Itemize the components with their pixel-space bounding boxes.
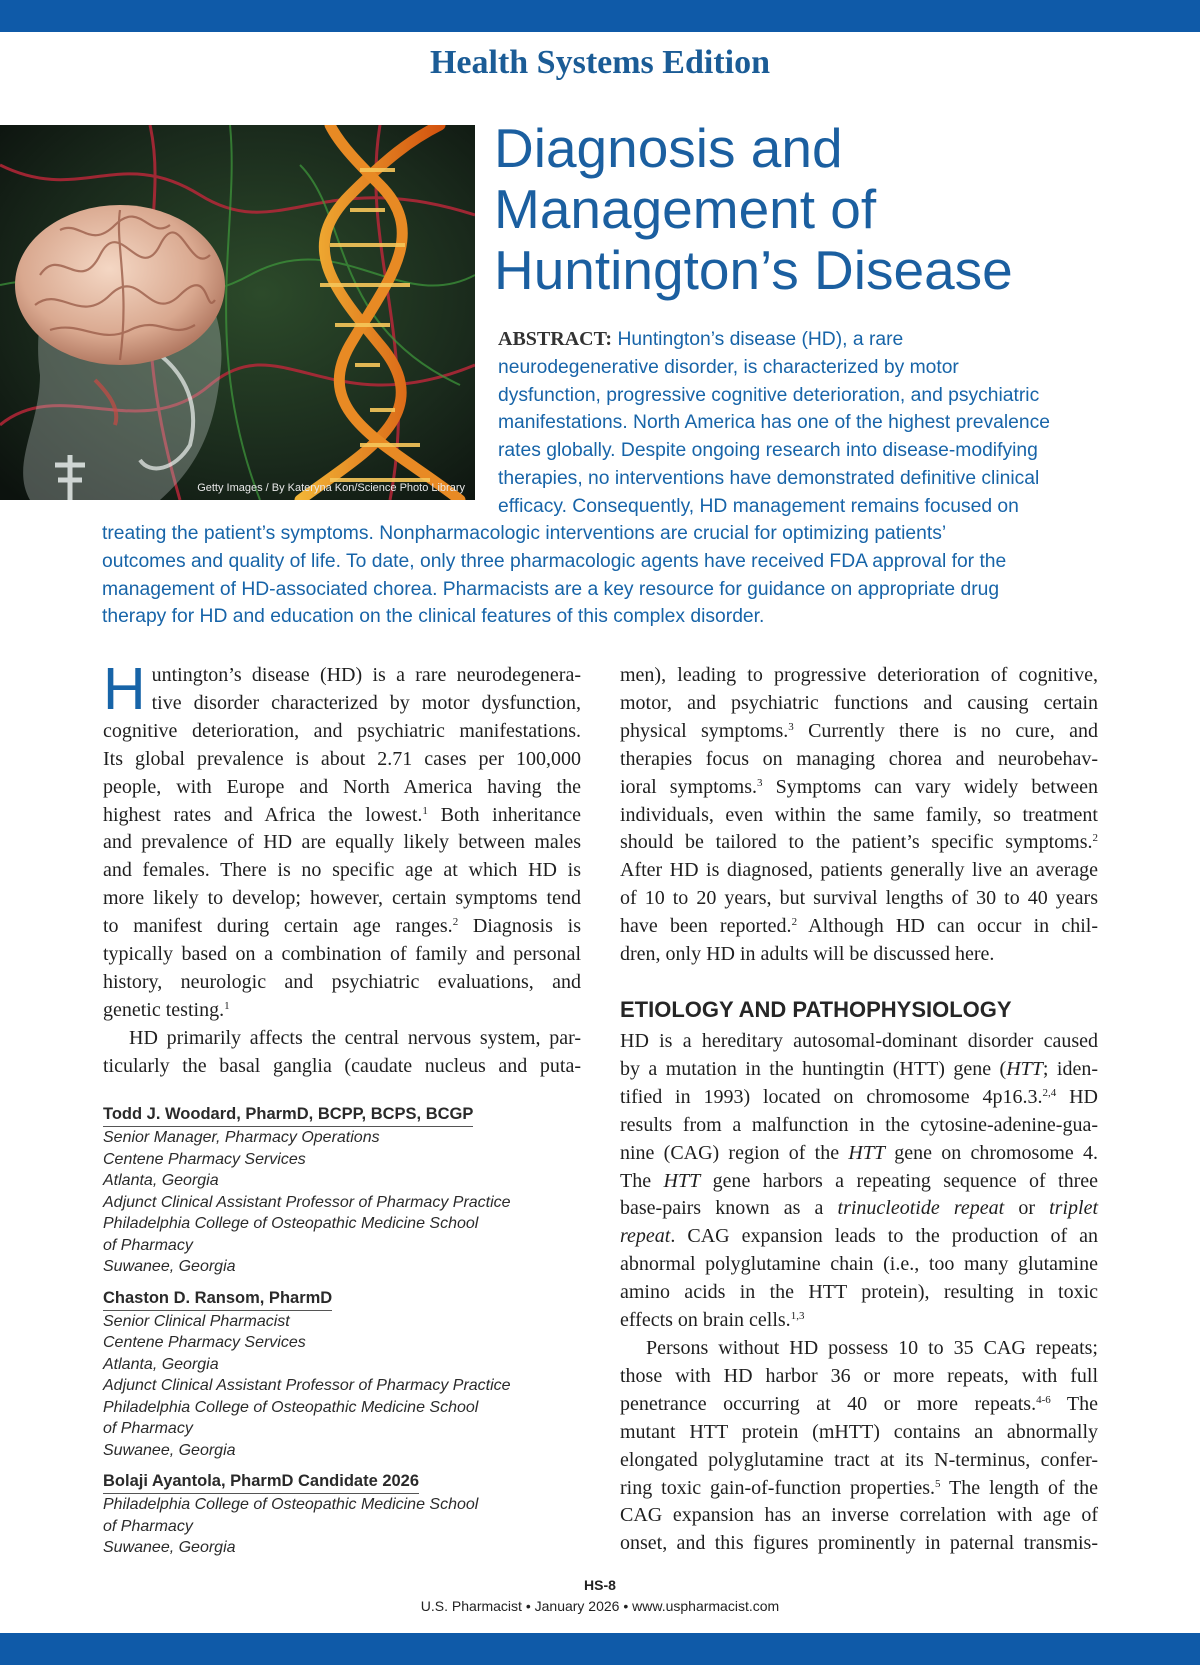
author-affiliation: Adjunct Clinical Assistant Professor of Pharmacy Practice bbox=[103, 1193, 511, 1211]
author-affiliation: Adjunct Clinical Assistant Professor of Pharmacy Practice bbox=[103, 1377, 511, 1394]
title-line: Diagnosis and bbox=[494, 117, 843, 179]
author-affiliation: Centene Pharmacy Services bbox=[103, 1334, 306, 1351]
reference-number: 3 bbox=[788, 720, 794, 733]
author-affiliation: of Pharmacy bbox=[103, 1420, 193, 1437]
brain-dna-illustration bbox=[0, 125, 475, 500]
body-line: of 10 to 20 years, but survival lengths of 30 to 40 years bbox=[620, 887, 1098, 910]
abstract-label: ABSTRACT: bbox=[498, 328, 613, 350]
body-line: tive disorder characterized by motor dysfunction, bbox=[151, 691, 581, 714]
body-line: and females. There is no specific age at which HD is bbox=[103, 859, 581, 882]
author-name: Todd J. Woodard, PharmD, BCPP, BCPS, BCGP bbox=[103, 1104, 473, 1127]
body-line: nine (CAG) region of the HTT gene on chromosome 4. bbox=[620, 1141, 1098, 1164]
author-affiliation: Senior Clinical Pharmacist bbox=[103, 1312, 290, 1330]
body-line: Its global prevalence is about 2.71 cases per 100,000 bbox=[103, 747, 581, 770]
hero-illustration bbox=[0, 125, 475, 500]
body-line: HD is a hereditary autosomal-dominant disorder caused bbox=[620, 1030, 1098, 1052]
body-line: and prevalence of HD are equally likely between males bbox=[103, 831, 581, 854]
author-name: Chaston D. Ransom, PharmD bbox=[103, 1288, 332, 1311]
author-affiliation: Centene Pharmacy Services bbox=[103, 1150, 306, 1168]
body-line: elongated polyglutamine tract at its N-terminus, confer- bbox=[620, 1448, 1098, 1471]
author-entry bbox=[103, 1104, 583, 1278]
article-title bbox=[494, 118, 1184, 301]
body-line: history, neurologic and psychiatric evaluations, and bbox=[103, 970, 581, 993]
body-line: ioral symptoms.$^3$ Symptoms can vary widely between bbox=[620, 775, 1098, 798]
body-line: penetrance occurring at 40 or more repeats.$^{4-6}$ The bbox=[620, 1392, 1098, 1415]
etiology-text bbox=[620, 1028, 1098, 1558]
drop-cap: H bbox=[103, 656, 146, 722]
body-line: onset, and this figures prominently in paternal transmis- bbox=[620, 1532, 1098, 1555]
page-number: HS-8 bbox=[584, 1577, 616, 1593]
body-line: The HTT gene harbors a repeating sequence of three bbox=[620, 1169, 1099, 1192]
body-line: untington’s disease (HD) is a rare neurodegenera- bbox=[151, 664, 581, 686]
body-line: results from a malfunction in the cytosine-adenine-gua- bbox=[620, 1113, 1098, 1136]
reference-number: 2,4 bbox=[1042, 1086, 1057, 1099]
body-line: amino acids in the HTT protein), resulting in toxic bbox=[620, 1281, 1098, 1304]
abstract-line: therapy for HD and education on the clinical features of this complex disorder. bbox=[102, 606, 765, 628]
reference-number: 2 bbox=[1092, 832, 1098, 845]
author-affiliation: Atlanta, Georgia bbox=[103, 1355, 219, 1373]
abstract-line: neurodegenerative disorder, is characterized by motor bbox=[498, 356, 959, 378]
body-line: people, with Europe and North America having the bbox=[103, 775, 581, 798]
reference-number: 2 bbox=[791, 916, 798, 929]
body-line: to manifest during certain age ranges.$^2$ Diagnosis is bbox=[103, 915, 582, 938]
body-line: dren, only HD in adults will be discussed here. bbox=[620, 943, 995, 966]
body-line: by a mutation in the huntingtin (HTT) gene (HTT; iden- bbox=[620, 1057, 1098, 1080]
author-affiliation: Philadelphia College of Osteopathic Medicine School bbox=[103, 1496, 479, 1513]
reference-number: 3 bbox=[757, 776, 763, 789]
body-line: those with HD harbor 36 or more repeats, with full bbox=[620, 1364, 1098, 1387]
reference-number: 5 bbox=[935, 1477, 941, 1490]
author-affiliation: Suwanee, Georgia bbox=[103, 1539, 236, 1556]
body-line: mutant HTT protein (mHTT) contains an abnormally bbox=[620, 1420, 1098, 1443]
abstract-line: therapies, no interventions have demonstrated definitive clinical bbox=[498, 467, 1040, 489]
publication-line: U.S. Pharmacist • January 2026 • www.uspharmacist.com bbox=[420, 1598, 780, 1614]
image-credit: Getty Images / By Kateryna Kon/Science Photo Library bbox=[197, 482, 465, 494]
abstract-line: dysfunction, progressive cognitive deterioration, and psychiatric bbox=[498, 384, 1040, 406]
author-affiliation: Senior Manager, Pharmacy Operations bbox=[103, 1129, 380, 1146]
abstract-line: management of HD-associated chorea. Pharmacists are a key resource for guidance on appropriate drug bbox=[102, 578, 1000, 600]
body-column-right bbox=[620, 662, 1098, 969]
reference-number: 1,3 bbox=[790, 1310, 805, 1323]
reference-number: 2 bbox=[452, 916, 459, 929]
body-line: CAG expansion has an inverse correlation with age of bbox=[620, 1504, 1098, 1527]
body-line: abnormal polyglutamine chain (i.e., too many glutamine bbox=[620, 1253, 1098, 1276]
body-line: repeat. CAG expansion leads to the production of an bbox=[620, 1225, 1098, 1248]
body-column-left bbox=[103, 656, 582, 1081]
abstract-line: Huntington’s disease (HD), a rare bbox=[617, 329, 904, 350]
body-line: genetic testing.$^1$ bbox=[103, 998, 230, 1021]
author-affiliation: of Pharmacy bbox=[103, 1517, 193, 1535]
body-line: should be tailored to the patient’s specific symptoms.$^2$ bbox=[620, 831, 1098, 854]
body-line: After HD is diagnosed, patients generally live an average bbox=[620, 859, 1098, 882]
body-line: effects on brain cells.$^{1,3}$ bbox=[620, 1309, 805, 1332]
body-line: cognitive deterioration, and psychiatric manifestations. bbox=[103, 719, 581, 742]
abstract-line: outcomes and quality of life. To date, only three pharmacologic agents have received FDA approval for the bbox=[102, 550, 1007, 572]
body-line: ticularly the basal ganglia (caudate nucleus and puta- bbox=[103, 1054, 581, 1077]
body-line: therapies focus on managing chorea and neurobehav- bbox=[620, 747, 1098, 770]
title-line: Huntington’s Disease bbox=[494, 239, 1013, 301]
body-line: typically based on a combination of family and personal bbox=[103, 943, 581, 966]
author-entry bbox=[103, 1471, 583, 1559]
author-affiliation: Atlanta, Georgia bbox=[103, 1172, 219, 1189]
body-line: have been reported.$^2$ Although HD can occur in chil- bbox=[620, 915, 1099, 938]
body-line: more likely to develop; however, certain symptoms tend bbox=[103, 887, 581, 910]
body-line: men), leading to progressive deterioration of cognitive, bbox=[620, 664, 1098, 686]
reference-number: 1 bbox=[224, 999, 230, 1012]
title-line: Management of bbox=[494, 178, 877, 240]
abstract-line: manifestations. North America has one of the highest prevalence bbox=[498, 412, 1050, 434]
reference-number: 4-6 bbox=[1036, 1393, 1051, 1406]
body-line: HD primarily affects the central nervous system, par- bbox=[129, 1026, 581, 1049]
section-heading: ETIOLOGY AND PATHOPHYSIOLOGY bbox=[620, 997, 1012, 1022]
author-affiliation: Suwanee, Georgia bbox=[103, 1258, 236, 1275]
body-line: ring toxic gain-of-function properties.$^5$ The length of the bbox=[620, 1476, 1098, 1499]
edition-header: Health Systems Edition bbox=[429, 44, 771, 81]
author-affiliation: Suwanee, Georgia bbox=[103, 1441, 236, 1459]
author-block bbox=[103, 1104, 583, 1569]
author-affiliation: Philadelphia College of Osteopathic Medicine School bbox=[103, 1215, 479, 1232]
author-affiliation: Philadelphia College of Osteopathic Medicine School bbox=[103, 1398, 479, 1416]
abstract-line: efficacy. Consequently, HD management remains focused on bbox=[498, 495, 1019, 517]
abstract-lower bbox=[102, 520, 1162, 631]
author-name: Bolaji Ayantola, PharmD Candidate 2026 bbox=[103, 1471, 419, 1494]
reference-number: 1 bbox=[422, 804, 428, 817]
body-line: highest rates and Africa the lowest.$^1$ Both inheritance bbox=[103, 803, 582, 826]
author-entry bbox=[103, 1288, 583, 1462]
top-color-bar bbox=[0, 0, 1200, 32]
body-line: Persons without HD possess 10 to 35 CAG repeats; bbox=[646, 1336, 1098, 1359]
body-line: individuals, even within the same family, so treatment bbox=[620, 803, 1098, 826]
author-affiliation: of Pharmacy bbox=[103, 1236, 193, 1254]
body-line: tified in 1993) located on chromosome 4p16.3.$^{2,4}$ HD bbox=[620, 1085, 1098, 1108]
body-line: physical symptoms.$^3$ Currently there is no cure, and bbox=[620, 719, 1098, 742]
abstract-line: treating the patient’s symptoms. Nonpharmacologic interventions are crucial for optimizing patients’ bbox=[102, 523, 947, 544]
abstract-upper bbox=[498, 326, 1158, 521]
abstract-line: rates globally. Despite ongoing research into disease-modifying bbox=[498, 440, 1038, 462]
bottom-color-bar bbox=[0, 1633, 1200, 1665]
body-line: base-pairs known as a trinucleotide repeat or triplet bbox=[620, 1197, 1098, 1220]
body-line: motor, and psychiatric functions and causing certain bbox=[620, 691, 1098, 714]
